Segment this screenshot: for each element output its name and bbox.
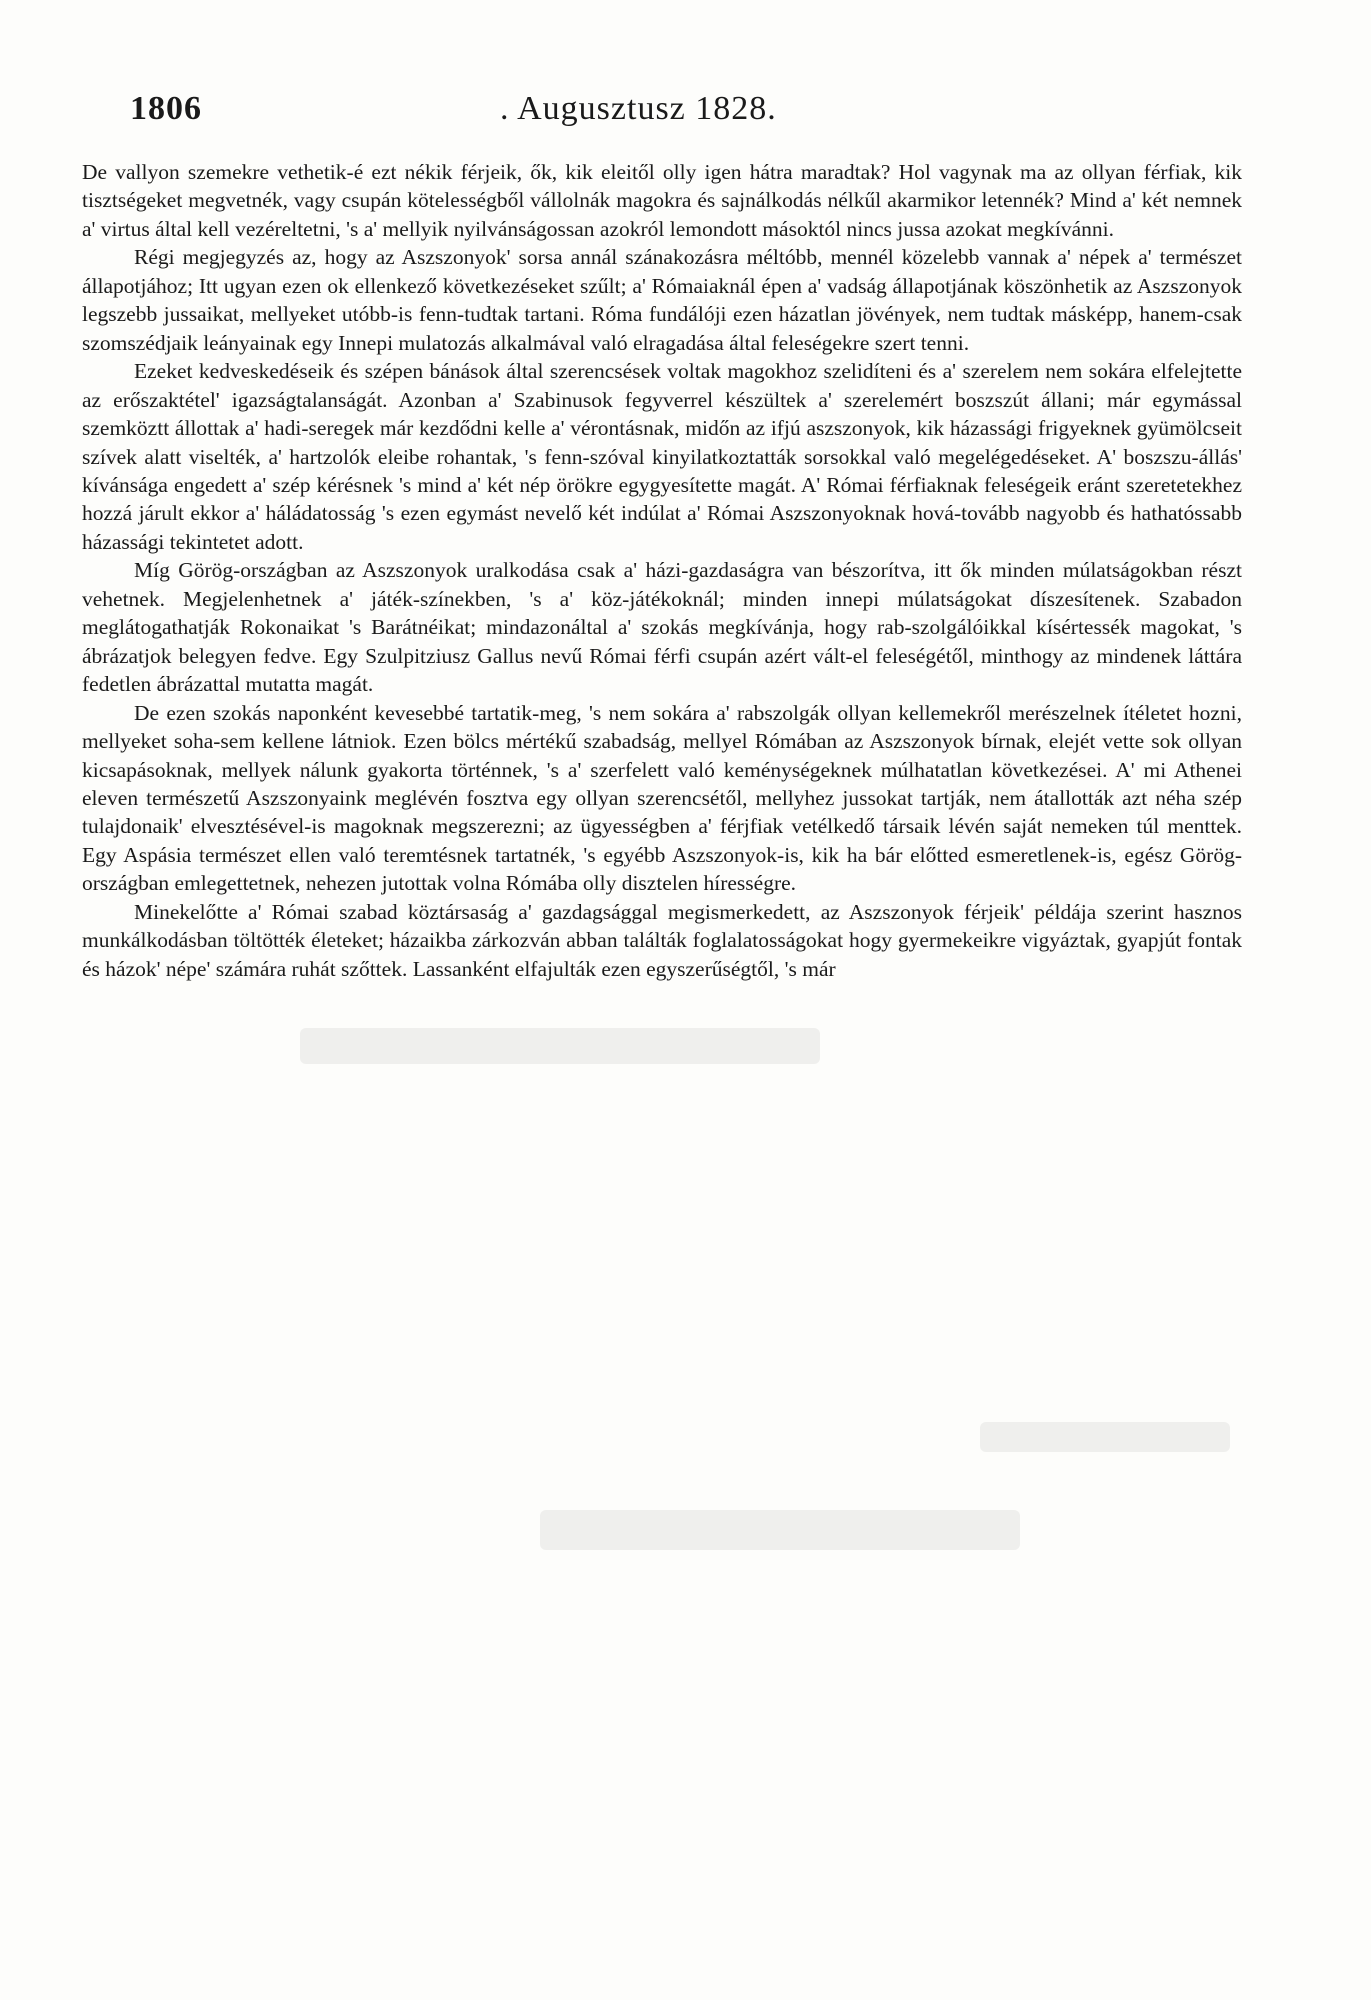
paragraph-4: Míg Görög-országban az Aszszonyok uralkodása csak a' házi-gazdaságra van bészorítva, itt ők minden múlatságokban részt vehetnek. Megjelenhetnek a' játék-színekben, 's a' köz-játékoknál; minden innepi múlatságokat díszesítenek. Szabadon meglátogathatják Rokonaikat 's Barátnéikat; mindazonáltal a' szokás megkívánja, hogy rab-szolgálóikkal kísértessék magokat, 's ábrázatjok belegyen fedve. Egy Szulpitziusz Gallus nevű Római férfi csupán azért vált-el feleségétől, minthogy az mindenek láttára fedetlen ábrázattal mutatta magát.	[82, 558, 1242, 697]
paragraph-1: De vallyon szemekre vethetik-é ezt nékik férjeik, ők, kik eleitől olly igen hátra maradtak? Hol vagynak ma az ollyan férfiak, kik tisztségeket megvetnék, vagy csupán kötelességből vállolnák magokra és sajnálkodás nélkűl akarmikor letennék? Mind a' két nemnek a' virtus által kell vezéreltetni, 's a' mellyik nyilvánságossan azokról lemondott másoktól nincs jussa azokat megkívánni.	[82, 160, 1242, 241]
paragraph-6: Minekelőtte a' Római szabad köztársaság a' gazdagsággal megismerkedett, az Aszszonyok férjeik' példája szerint hasznos munkálkodásban töltötték életeket; házaikba zárkozván abban találták foglalatosságokat hogy gyermekeikre vigyáztak, gyapjút fontak és házok' népe' számára ruhát szőttek. Lassanként elfajulták ezen egyszerűségtől, 's már	[82, 899, 1242, 981]
page-header	[130, 90, 1240, 140]
scan-smudge	[300, 1028, 820, 1064]
scan-smudge	[540, 1510, 1020, 1550]
paragraph-2: Régi megjegyzés az, hogy az Aszszonyok' sorsa annál szánakozásra méltóbb, mennél közelebb vannak a' népek a' természet állapotjához; Itt ugyan ezen ok ellenkező következéseket szűlt; a' Rómaiaknál épen a' vadság állapotjának köszönhetik az Aszszonyok legszebb jussaikat, mellyeket utóbb-is fenn-tudtak tartani. Róma fundálóji ezen házatlan jövények, nem tudtak másképp, hanem-csak szomszédjaik leányainak egy Innepi mulatozás alkalmával való elragadása által feleségekre szert tenni.	[82, 245, 1242, 355]
paragraph-5: De ezen szokás naponként kevesebbé tartatik-meg, 's nem sokára a' rabszolgák ollyan kellemekről merészelnek ítéletet hozni, mellyeket soha-sem kellene látniok. Ezen bölcs mértékű szabadság, mellyel Rómában az Aszszonyok bírnak, elejét vette sok ollyan kicsapásoknak, mellyek nálunk gyakorta történnek, 's a' szerfelett való keménységeknek múlhatatlan következései. A' mi Athenei eleven természetű Aszszonyaink meglévén fosztva egy ollyan szerencsétől, mellyhez jussokat tartják, nem átallották azt néha szép tulajdonaik' elvesztésével-is magoknak megszerezni; az ügyességben a' férjfiak vetélkedő társaik lévén saját nemeken túl menttek. Egy Aspásia természet ellen való teremtésnek tartatnék, 's egyébb Aszszonyok-is, kik ha bár előtted esmeretlenek-is, egész Görög-országban emlegettetnek, nehezen jutottak volna Rómába olly disztelen hírességre.	[82, 700, 1242, 896]
page-number: 1806	[130, 90, 202, 127]
running-title: . Augusztusz 1828.	[500, 90, 777, 127]
body-text	[82, 158, 1242, 983]
paragraph-3: Ezeket kedveskedéseik és szépen bánások által szerencsések voltak magokhoz szelidíteni és a' szerelem nem sokára elfelejtette az erőszaktétel' igazságtalanságát. Azonban a' Szabinusok fegyverrel készültek a' szerelemért boszszút állani; már egymással szemköztt állottak a' hadi-seregek már kezdődni kelle a' vérontásnak, midőn az ifjú aszszonyok, kik házassági frigyeknek gyümölcseit szívek alatt viselték, a' hartzolók eleibe rohantak, 's fenn-szóval kinyilatkoztatták sorsokkal való megelégedéseket. A' boszszu-állás' kívánsága engedett a' szép kérésnek 's mind a' két nép örökre egygyesítette magát. A' Római férfiaknak feleségeik eránt szeretetekhez hozzá járult ekkor a' háládatosság 's ezen egymást nevelő két indúlat a' Római Aszszonyoknak hová-tovább nagyobb és hathatóssabb házassági tekintetet adott.	[82, 359, 1242, 554]
scan-smudge	[980, 1422, 1230, 1452]
